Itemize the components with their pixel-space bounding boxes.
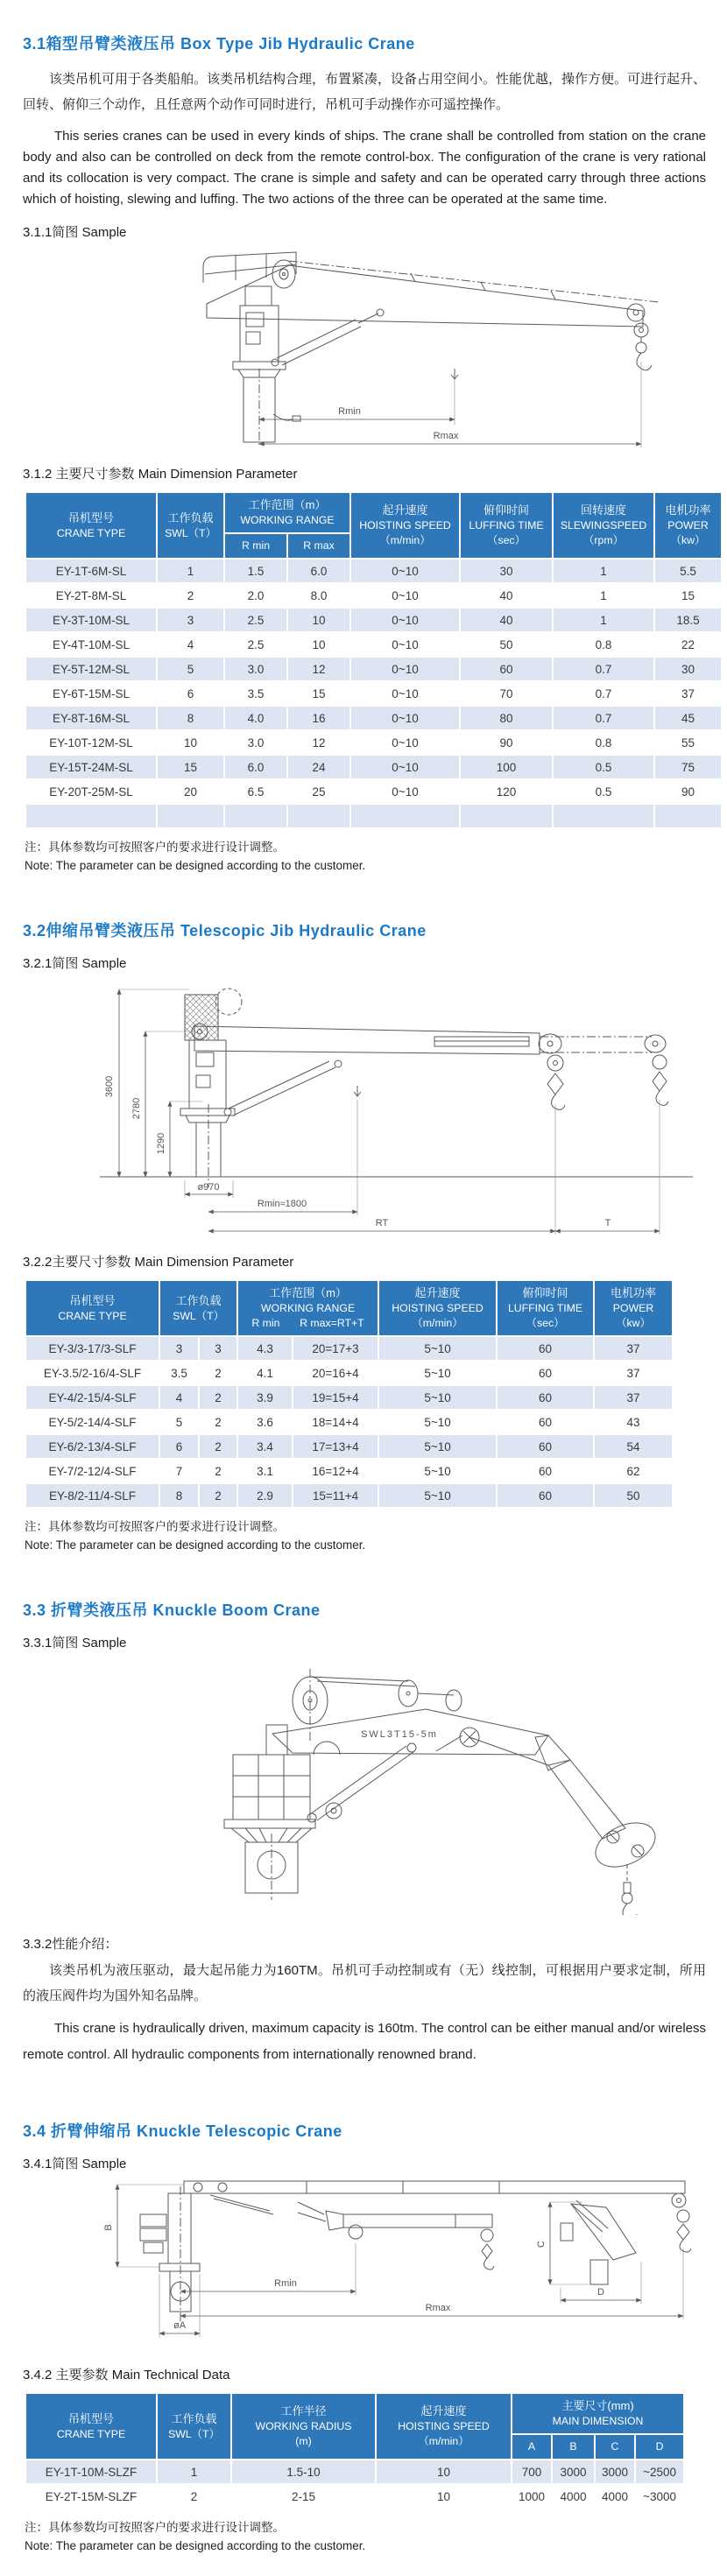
- table-cell: 15: [287, 681, 350, 706]
- table-row: [25, 730, 722, 755]
- dim-label-rmax: Rmax: [425, 2303, 451, 2313]
- section-title: 3.2伸缩吊臂类液压吊 Telescopic Jib Hydraulic Crane: [23, 922, 427, 940]
- table-cell: 2.9: [237, 1483, 293, 1508]
- table-cell: 5~10: [378, 1434, 497, 1459]
- table-cell: 2: [199, 1459, 237, 1483]
- table-cell: EY-2T-15M-SLZF: [25, 2484, 157, 2509]
- table-cell: [350, 804, 460, 828]
- note-chinese: 注：具体参数均可按照客户的要求进行设计调整。: [25, 1520, 285, 1533]
- table-cell: EY-4/2-15/4-SLF: [25, 1385, 159, 1410]
- table-cell: 2.0: [224, 583, 287, 608]
- table-heading: 3.1.2 主要尺寸参数 Main Dimension Parameter: [23, 467, 298, 482]
- sample-heading: 3.2.1简图 Sample: [23, 956, 127, 971]
- sample-heading: 3.1.1简图 Sample: [23, 225, 127, 240]
- table-heading: 3.4.2 主要参数 Main Technical Data: [23, 2368, 230, 2382]
- table-cell: 3: [157, 608, 224, 632]
- table-cell: 30: [460, 559, 553, 583]
- table-cell: 37: [594, 1361, 673, 1385]
- dim-label-rmin: Rmin: [274, 2278, 297, 2289]
- table-row: [25, 2460, 684, 2484]
- table-cell: 1.5: [224, 559, 287, 583]
- table-cell: 2: [199, 1483, 237, 1508]
- dim-label-1290: 1290: [156, 1132, 166, 1155]
- table-cell: 8: [159, 1483, 199, 1508]
- table-cell: 6: [159, 1434, 199, 1459]
- table-cell: 15: [157, 755, 224, 779]
- table-cell: 60: [497, 1434, 594, 1459]
- table-cell: 0~10: [350, 706, 460, 730]
- col-crane-type: 吊机型号 CRANE TYPE: [25, 492, 157, 559]
- table-cell: 1: [553, 559, 654, 583]
- table-cell: 40: [460, 608, 553, 632]
- table-cell: 2.5: [224, 632, 287, 657]
- dim-label-rmin: Rmin≈1800: [257, 1199, 307, 1209]
- table-cell: 19=15+4: [293, 1385, 378, 1410]
- col-power: 电机功率 POWER （kw）: [594, 1280, 673, 1336]
- table-cell: 3.4: [237, 1434, 293, 1459]
- main-dimension-table-telescopic: [25, 1279, 674, 1509]
- table-row: [25, 1336, 673, 1361]
- table-cell: 120: [460, 779, 553, 804]
- paragraph-chinese: 该类吊机可用于各类船舶。该类吊机结构合理，布置紧凑，设备占用空间小。性能优越，操作方便。可进行起升、回转、俯仰三个动作，且任意两个动作可同时进行，吊机可手动操作亦可遥控操作。: [23, 72, 707, 112]
- table-cell: ~2500: [635, 2460, 684, 2484]
- table-cell: 80: [460, 706, 553, 730]
- table-cell: [287, 804, 350, 828]
- table-cell: 3.9: [237, 1385, 293, 1410]
- dim-label-rt: RT: [375, 1218, 389, 1228]
- col-r-min: R min: [224, 533, 287, 559]
- col-working-radius: 工作半径 WORKING RADIUS (m): [231, 2393, 376, 2460]
- main-dimension-table-box-jib: [25, 491, 723, 829]
- table-cell: 0~10: [350, 779, 460, 804]
- table-cell: 0.8: [553, 730, 654, 755]
- col-dim-c: C: [595, 2434, 635, 2460]
- table-cell: 60: [497, 1385, 594, 1410]
- table-cell: 55: [654, 730, 722, 755]
- note-chinese: 注：具体参数均可按照客户的要求进行设计调整。: [25, 841, 285, 854]
- table-cell: 8.0: [287, 583, 350, 608]
- table-cell: 0~10: [350, 559, 460, 583]
- col-crane-type: 吊机型号 CRANE TYPE: [25, 1280, 159, 1336]
- table-row: [25, 1459, 673, 1483]
- table-cell: 60: [497, 1336, 594, 1361]
- table-cell: 5~10: [378, 1361, 497, 1385]
- table-cell: 2: [199, 1361, 237, 1385]
- table-cell: 10: [287, 608, 350, 632]
- table-cell: 2: [157, 2484, 231, 2509]
- table-cell: 5.5: [654, 559, 722, 583]
- table-cell: 6.5: [224, 779, 287, 804]
- table-cell: 4.1: [237, 1361, 293, 1385]
- table-cell: EY-5T-12M-SL: [25, 657, 157, 681]
- knuckle-telescopic-crane-drawing: [35, 2178, 718, 2353]
- table-cell: EY-8T-16M-SL: [25, 706, 157, 730]
- table-cell: 5: [157, 657, 224, 681]
- paragraph-english: This series cranes can be used in every kinds of ships. The crane shall be controlled from station on the crane body and also can be controlled on deck from the remote control-box. The configuration of the crane is very rational and its collocation is very compact. The crane is simple and safety and can be operated carry through three actions which of hoisting, slewing and luffing. The two actions of the three can be operated at the same time.: [23, 129, 706, 207]
- table-cell: 5~10: [378, 1336, 497, 1361]
- table-cell: 60: [497, 1483, 594, 1508]
- table-cell: 1: [553, 583, 654, 608]
- table-cell: 50: [594, 1483, 673, 1508]
- table-cell: 60: [460, 657, 553, 681]
- table-cell: 15=11+4: [293, 1483, 378, 1508]
- table-row: [25, 559, 722, 583]
- table-cell: 22: [654, 632, 722, 657]
- note-chinese: 注：具体参数均可按照客户的要求进行设计调整。: [25, 2521, 285, 2534]
- table-cell: 18.5: [654, 608, 722, 632]
- table-cell: 10: [287, 632, 350, 657]
- table-cell: 1: [157, 559, 224, 583]
- dim-label-3600: 3600: [104, 1075, 115, 1098]
- table-row: [25, 1434, 673, 1459]
- table-cell: 37: [654, 681, 722, 706]
- table-cell: 24: [287, 755, 350, 779]
- table-cell: 0.7: [553, 657, 654, 681]
- dim-label-t: T: [604, 1218, 611, 1228]
- table-cell: EY-3T-10M-SL: [25, 608, 157, 632]
- table-cell: 0~10: [350, 608, 460, 632]
- table-cell: 54: [594, 1434, 673, 1459]
- col-r-max: R max: [287, 533, 350, 559]
- table-heading: 3.2.2主要尺寸参数 Main Dimension Parameter: [23, 1255, 294, 1270]
- col-dim-d: D: [635, 2434, 684, 2460]
- table-row: [25, 1483, 673, 1508]
- table-row: [25, 706, 722, 730]
- table-cell: 40: [460, 583, 553, 608]
- table-cell: 5~10: [378, 1459, 497, 1483]
- col-luffing-time: 俯仰时间 LUFFING TIME （sec）: [460, 492, 553, 559]
- paragraph-english: This crane is hydraulically driven, maximum capacity is 160tm. The control can be either manual and/or wireless remote control. All hydraulic components from internationally renowned brand.: [23, 2021, 706, 2062]
- dim-label-rmax: Rmax: [433, 431, 459, 441]
- table-cell: 25: [287, 779, 350, 804]
- table-cell: 2.5: [224, 608, 287, 632]
- table-cell: EY-4T-10M-SL: [25, 632, 157, 657]
- table-cell: 2-15: [231, 2484, 376, 2509]
- table-cell: 2: [199, 1434, 237, 1459]
- table-cell: 3.1: [237, 1459, 293, 1483]
- table-cell: 0.7: [553, 706, 654, 730]
- table-cell: 43: [594, 1410, 673, 1434]
- section-knuckle-telescopic-crane: [23, 2119, 706, 2555]
- table-row: [25, 1410, 673, 1434]
- col-power: 电机功率 POWER （kw）: [654, 492, 722, 559]
- table-row: [25, 583, 722, 608]
- note-english: Note: The parameter can be designed according to the customer.: [25, 859, 366, 872]
- section-knuckle-boom-crane: [23, 1598, 706, 2068]
- table-cell: [25, 804, 157, 828]
- table-cell: 0.7: [553, 681, 654, 706]
- table-cell: 4000: [552, 2484, 595, 2509]
- table-cell: 700: [512, 2460, 552, 2484]
- table-cell: [224, 804, 287, 828]
- table-cell: EY-15T-24M-SL: [25, 755, 157, 779]
- table-row: [25, 632, 722, 657]
- table-cell: 5~10: [378, 1483, 497, 1508]
- table-cell: EY-6/2-13/4-SLF: [25, 1434, 159, 1459]
- table-cell: 45: [654, 706, 722, 730]
- table-cell: 1000: [512, 2484, 552, 2509]
- table-cell: ~3000: [635, 2484, 684, 2509]
- dim-label-b: B: [103, 2224, 114, 2231]
- table-cell: 90: [654, 779, 722, 804]
- table-cell: 50: [460, 632, 553, 657]
- main-technical-data-table: [25, 2392, 685, 2509]
- table-cell: 10: [157, 730, 224, 755]
- section-telescopic-jib-crane: [23, 918, 706, 1554]
- col-swl: 工作负载 SWL（T）: [157, 492, 224, 559]
- table-cell: 60: [497, 1361, 594, 1385]
- table-cell: EY-20T-25M-SL: [25, 779, 157, 804]
- table-cell: EY-3/3-17/3-SLF: [25, 1336, 159, 1361]
- sample-heading: 3.4.1简图 Sample: [23, 2157, 127, 2171]
- table-cell: 0~10: [350, 657, 460, 681]
- table-cell: 18=14+4: [293, 1410, 378, 1434]
- table-cell: 4: [159, 1385, 199, 1410]
- col-dim-a: A: [512, 2434, 552, 2460]
- drawing-swl-label: SWL3T15-5m: [361, 1729, 438, 1740]
- section-title: 3.4 折臂伸缩吊 Knuckle Telescopic Crane: [23, 2122, 342, 2140]
- table-cell: [157, 804, 224, 828]
- col-hoisting-speed: 起升速度 HOISTING SPEED （m/min）: [378, 1280, 497, 1336]
- table-cell: 37: [594, 1336, 673, 1361]
- table-cell: 60: [497, 1459, 594, 1483]
- table-cell: EY-10T-12M-SL: [25, 730, 157, 755]
- table-row: [25, 755, 722, 779]
- col-swl: 工作负载 SWL（T）: [159, 1280, 237, 1336]
- table-cell: 6.0: [224, 755, 287, 779]
- table-cell: 75: [654, 755, 722, 779]
- dim-label-c: C: [536, 2241, 547, 2248]
- table-cell: [460, 804, 553, 828]
- table-row: [25, 1385, 673, 1410]
- telescopic-jib-crane-drawing: [49, 977, 697, 1240]
- table-cell: 2: [157, 583, 224, 608]
- table-cell: 12: [287, 657, 350, 681]
- table-cell: 3.5: [224, 681, 287, 706]
- dim-label-2780: 2780: [131, 1097, 142, 1120]
- dim-label-d: D: [597, 2287, 604, 2298]
- table-cell: 5: [159, 1410, 199, 1434]
- col-crane-type: 吊机型号 CRANE TYPE: [25, 2393, 157, 2460]
- table-cell: 4: [157, 632, 224, 657]
- table-cell: 3: [199, 1336, 237, 1361]
- table-cell: 20: [157, 779, 224, 804]
- table-cell: 1.5-10: [231, 2460, 376, 2484]
- table-cell: 2: [199, 1385, 237, 1410]
- table-cell: 62: [594, 1459, 673, 1483]
- table-cell: EY-8/2-11/4-SLF: [25, 1483, 159, 1508]
- table-cell: 0~10: [350, 755, 460, 779]
- table-cell: 15: [654, 583, 722, 608]
- table-cell: [654, 804, 722, 828]
- table-cell: 8: [157, 706, 224, 730]
- table-cell: 30: [654, 657, 722, 681]
- table-cell: 3.6: [237, 1410, 293, 1434]
- box-jib-crane-drawing: [74, 246, 722, 452]
- col-luffing-time: 俯仰时间 LUFFING TIME （sec）: [497, 1280, 594, 1336]
- table-note: [25, 1517, 706, 1554]
- table-cell: 6: [157, 681, 224, 706]
- table-row: [25, 2484, 684, 2509]
- col-dim-b: B: [552, 2434, 595, 2460]
- dim-label-diameter-a: øA: [173, 2320, 187, 2331]
- section-title: 3.3 折臂类液压吊 Knuckle Boom Crane: [23, 1601, 321, 1619]
- table-row: [25, 681, 722, 706]
- dim-label-diameter: ø970: [197, 1182, 220, 1193]
- note-english: Note: The parameter can be designed according to the customer.: [25, 2539, 366, 2552]
- table-row: [25, 608, 722, 632]
- table-cell: 0~10: [350, 583, 460, 608]
- table-cell: 0.8: [553, 632, 654, 657]
- table-cell: 4.3: [237, 1336, 293, 1361]
- table-note: [25, 838, 706, 875]
- table-cell: 20=17+3: [293, 1336, 378, 1361]
- table-cell: 16=12+4: [293, 1459, 378, 1483]
- paragraph-chinese: 该类吊机为液压驱动，最大起吊能力为160TM。吊机可手动控制或有（无）线控制，可根据用户要求定制，所用的液压阀件均为国外知名品牌。: [23, 1963, 706, 2003]
- col-main-dimension: 主要尺寸(mm) MAIN DIMENSION: [512, 2393, 684, 2434]
- table-cell: 5~10: [378, 1410, 497, 1434]
- table-cell: 0~10: [350, 681, 460, 706]
- table-cell: 2: [199, 1410, 237, 1434]
- table-cell: EY-3.5/2-16/4-SLF: [25, 1361, 159, 1385]
- performance-heading: 3.3.2性能介绍：: [23, 1937, 118, 1952]
- table-row: [25, 657, 722, 681]
- col-swl: 工作负载 SWL（T）: [157, 2393, 231, 2460]
- table-cell: [553, 804, 654, 828]
- table-cell: 16: [287, 706, 350, 730]
- sample-heading: 3.3.1简图 Sample: [23, 1636, 127, 1650]
- section-title: 3.1箱型吊臂类液压吊 Box Type Jib Hydraulic Crane: [23, 35, 415, 53]
- table-cell: 4000: [595, 2484, 635, 2509]
- table-cell: 3: [159, 1336, 199, 1361]
- table-cell: 37: [594, 1385, 673, 1410]
- table-cell: EY-2T-8M-SL: [25, 583, 157, 608]
- table-cell: 0.5: [553, 755, 654, 779]
- table-row: [25, 779, 722, 804]
- table-cell: 10: [376, 2484, 512, 2509]
- table-cell: 5~10: [378, 1385, 497, 1410]
- table-cell: 70: [460, 681, 553, 706]
- table-cell: 100: [460, 755, 553, 779]
- dim-label-rmin: Rmin: [338, 406, 361, 417]
- table-cell: 6.0: [287, 559, 350, 583]
- knuckle-boom-crane-drawing: [58, 1657, 671, 1915]
- section-box-type-jib-crane: [23, 32, 711, 875]
- table-cell: EY-6T-15M-SL: [25, 681, 157, 706]
- note-english: Note: The parameter can be designed according to the customer.: [25, 1538, 366, 1552]
- table-cell: 1: [157, 2460, 231, 2484]
- table-cell: 3000: [595, 2460, 635, 2484]
- table-cell: 3.5: [159, 1361, 199, 1385]
- col-hoisting-speed: 起升速度 HOISTING SPEED （m/min）: [350, 492, 460, 559]
- col-slewing-speed: 回转速度 SLEWINGSPEED （rpm）: [553, 492, 654, 559]
- table-cell: 3000: [552, 2460, 595, 2484]
- table-cell: 12: [287, 730, 350, 755]
- table-cell: 60: [497, 1410, 594, 1434]
- table-cell: 0~10: [350, 730, 460, 755]
- table-cell: 7: [159, 1459, 199, 1483]
- table-cell: EY-5/2-14/4-SLF: [25, 1410, 159, 1434]
- table-cell: 3.0: [224, 657, 287, 681]
- table-row: [25, 1361, 673, 1385]
- table-cell: 0.5: [553, 779, 654, 804]
- table-cell: EY-7/2-12/4-SLF: [25, 1459, 159, 1483]
- table-note: [25, 2518, 706, 2555]
- table-cell: 10: [376, 2460, 512, 2484]
- table-row: [25, 804, 722, 828]
- table-cell: EY-1T-10M-SLZF: [25, 2460, 157, 2484]
- col-working-range: 工作范围（m） WORKING RANGE R min R max=RT+T: [237, 1280, 378, 1336]
- table-cell: 4.0: [224, 706, 287, 730]
- table-cell: 0~10: [350, 632, 460, 657]
- table-cell: 20=16+4: [293, 1361, 378, 1385]
- table-cell: 3.0: [224, 730, 287, 755]
- table-cell: 17=13+4: [293, 1434, 378, 1459]
- table-cell: EY-1T-6M-SL: [25, 559, 157, 583]
- col-hoisting-speed: 起升速度 HOISTING SPEED （m/min）: [376, 2393, 512, 2460]
- col-working-range: 工作范围（m） WORKING RANGE: [224, 492, 350, 533]
- table-cell: 1: [553, 608, 654, 632]
- table-cell: 90: [460, 730, 553, 755]
